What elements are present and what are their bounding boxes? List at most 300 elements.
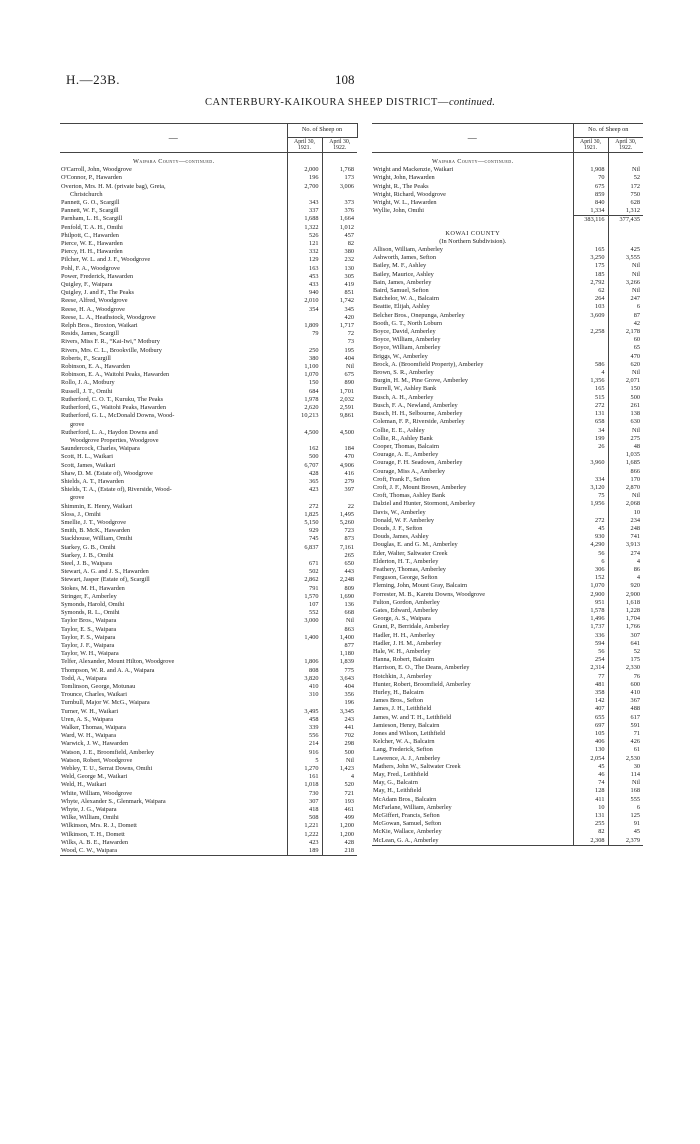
- owner-name: Bailey, M. F., Ashley: [373, 262, 427, 270]
- owner-name: O'Connor, P., Hawarden: [61, 174, 122, 182]
- sheep-1922: 630: [608, 418, 643, 426]
- sheep-1921: [287, 699, 322, 707]
- table-row: [60, 601, 357, 609]
- sheep-1922: 555: [608, 796, 643, 804]
- sheep-1922: 620: [608, 361, 643, 369]
- owner-name: Resids, James, Scargill: [61, 330, 119, 338]
- sheep-1921: 1,222: [287, 831, 322, 839]
- sheep-1921: 45: [573, 763, 608, 771]
- table-row: [372, 279, 643, 287]
- sheep-1922: 305: [322, 273, 357, 281]
- sheep-1921: 655: [573, 714, 608, 722]
- sheep-1921: 594: [573, 640, 608, 648]
- table-row: [372, 287, 643, 295]
- owner-name: May, Fred., Leithfield: [373, 771, 429, 779]
- sheep-1921: [573, 468, 608, 476]
- table-row: [60, 388, 357, 396]
- sheep-1922: 130: [322, 265, 357, 273]
- sheep-1921: 196: [287, 174, 322, 182]
- sheep-1921: 411: [573, 796, 608, 804]
- sheep-1922: 461: [322, 806, 357, 814]
- sheep-1922: 1,200: [322, 831, 357, 839]
- sheep-1921: 77: [573, 673, 608, 681]
- table-row: [372, 689, 643, 697]
- table-row: [372, 254, 643, 262]
- table-row: [372, 755, 643, 763]
- table-row: [372, 500, 643, 508]
- owner-name: McAdam Bros., Balcairn: [373, 795, 437, 803]
- sheep-1921: 1,070: [287, 371, 322, 379]
- name-col-header: —: [60, 124, 287, 153]
- sheep-1922: 138: [608, 410, 643, 418]
- table-row: [372, 640, 643, 648]
- sheep-1922: 170: [608, 476, 643, 484]
- sheep-1922: 48: [608, 443, 643, 451]
- sheep-1922: 52: [608, 648, 643, 656]
- table-row: [372, 369, 643, 377]
- table-row: [60, 790, 357, 798]
- sheep-1922: 1,495: [322, 511, 357, 519]
- right-table: [372, 123, 643, 846]
- table-row: [372, 312, 643, 320]
- table-row: [60, 560, 357, 568]
- table-row: [372, 468, 643, 476]
- table-row: [60, 535, 357, 543]
- sheep-1922: 4,906: [322, 462, 357, 470]
- sheep-1922: 2,870: [608, 484, 643, 492]
- owner-name: Jamieson, Henry, Balcairn: [373, 721, 440, 729]
- sheep-1922: 404: [322, 683, 357, 691]
- sheep-1921: 2,900: [573, 591, 608, 599]
- owner-name: McFarlane, William, Amberley: [373, 803, 452, 811]
- table-row: [372, 681, 643, 689]
- sheep-1922: 2,071: [608, 377, 643, 385]
- owner-name: Lawrence, A. J., Amberley: [373, 754, 441, 762]
- sheep-1922: 380: [322, 248, 357, 256]
- table-row: [60, 429, 357, 437]
- table-row: [372, 344, 643, 352]
- owner-name: Quigley, J. and F., The Peaks: [61, 289, 134, 297]
- sheep-1921: 552: [287, 609, 322, 617]
- sheep-1922: 1,423: [322, 765, 357, 773]
- table-row: [60, 544, 357, 552]
- sheep-1922: 500: [608, 394, 643, 402]
- sheep-1921: 407: [573, 705, 608, 713]
- owner-name: Wright and Mackenzie, Waikari: [373, 166, 454, 174]
- owner-name: Bain, James, Amberley: [373, 278, 432, 286]
- year2-header: April 30, 1922.: [608, 138, 643, 153]
- sheep-1921: [287, 314, 322, 322]
- sheep-1922: Nil: [608, 779, 643, 787]
- table-row: [372, 303, 643, 311]
- table-row: [60, 683, 357, 691]
- sheep-1921: 3,495: [287, 708, 322, 716]
- owner-name: Cooper, Thomas, Balcairn: [373, 442, 440, 450]
- sheep-1922: 9,861: [322, 412, 357, 420]
- owner-name: Hanna, Robert, Balcairn: [373, 656, 435, 664]
- sheep-1921: 6,707: [287, 462, 322, 470]
- sheep-1921: 2,308: [573, 837, 608, 846]
- owner-name: Jones and Wilson, Leithfield: [373, 730, 446, 738]
- sheep-1922: 470: [608, 353, 643, 361]
- sheep-1922: 136: [322, 601, 357, 609]
- title-main: CANTERBURY-KAIKOURA SHEEP DISTRICT—: [204, 97, 449, 108]
- owner-name: Ward, W. H., Waipara: [61, 732, 117, 740]
- sheep-1922: 3,266: [608, 279, 643, 287]
- owner-name: Davis, W., Amberley: [373, 508, 426, 516]
- owner-name: Rutherford, G., Waitohi Peaks, Hawarden: [61, 404, 166, 412]
- sheep-1921: 214: [287, 740, 322, 748]
- table-row: [60, 593, 357, 601]
- sheep-1922: [322, 494, 357, 502]
- owner-name: Pannett, G. O., Scargill: [61, 199, 120, 207]
- sheep-1922: 397: [322, 486, 357, 494]
- table-row: [60, 297, 357, 305]
- sheep-1922: 741: [608, 533, 643, 541]
- owner-name: Robinson, E. A., Hawarden: [61, 363, 131, 371]
- owner-name: Symonds, Harold, Omihi: [61, 600, 125, 608]
- table-row: [372, 656, 643, 664]
- sheep-1921: 410: [287, 683, 322, 691]
- table-row: [60, 421, 357, 429]
- table-row: [60, 330, 357, 338]
- sheep-1921: [287, 421, 322, 429]
- sheep-1921: 1,270: [287, 765, 322, 773]
- sheep-1922: 232: [322, 256, 357, 264]
- owner-name: Douglas, E. and G. M., Amberley: [373, 541, 458, 549]
- sheep-1922: 1,664: [322, 215, 357, 223]
- sheep-1921: 406: [573, 738, 608, 746]
- sheep-1922: 404: [322, 355, 357, 363]
- sheep-1921: 272: [287, 503, 322, 511]
- sheep-1922: 4: [608, 574, 643, 582]
- sheep-header: No. of Sheep on: [287, 124, 357, 138]
- sheep-1922: 488: [608, 705, 643, 713]
- sheep-1922: 45: [608, 828, 643, 836]
- sheep-1922: 425: [608, 246, 643, 254]
- sheep-1922: 274: [608, 550, 643, 558]
- owner-name: Roberts, F., Scargill: [61, 354, 111, 362]
- owner-name: Rivers, Mrs. C. L., Brookville, Motbury: [61, 346, 162, 354]
- sheep-1921: 165: [573, 385, 608, 393]
- table-row: [60, 740, 357, 748]
- sheep-1922: 298: [322, 740, 357, 748]
- page-number: 108: [335, 72, 355, 87]
- sheep-1921: 730: [287, 790, 322, 798]
- sheep-1921: 1,570: [287, 593, 322, 601]
- owner-name: Scott, H. L., Waikari: [61, 453, 114, 461]
- owner-name: Douds, James, Ashley: [373, 533, 429, 541]
- owner-name: Wilke, William, Omihi: [61, 814, 119, 822]
- owner-name: Eder, Walter, Saltwater Creek: [373, 549, 448, 557]
- owner-name: Power, Frederick, Hawarden: [61, 272, 134, 280]
- table-row: [372, 599, 643, 607]
- owner-name: Uren, A. S., Waipara: [61, 715, 114, 723]
- owner-name: Hunter, Robert, Broomfield, Amberley: [373, 680, 471, 688]
- sheep-1921: [287, 494, 322, 502]
- sheep-1922: 65: [608, 344, 643, 352]
- sheep-1922: 2,591: [322, 404, 357, 412]
- owner-name: Stokes, M. H., Hawarden: [61, 584, 125, 592]
- owner-name: Wilkinson, T. H., Domett: [61, 830, 125, 838]
- sheep-1922: 1,704: [608, 615, 643, 623]
- table-row: [60, 494, 357, 502]
- table-row: [372, 385, 643, 393]
- table-row: [60, 568, 357, 576]
- sheep-1921: [573, 344, 608, 352]
- sheep-1922: 22: [322, 503, 357, 511]
- owner-name: Sloss, J., Omihi: [61, 510, 101, 518]
- owner-name: Taylor, W. H., Waipara: [61, 650, 119, 658]
- sheep-1921: [573, 353, 608, 361]
- sheep-1921: 2,620: [287, 404, 322, 412]
- sheep-1921: 3,960: [573, 459, 608, 467]
- sheep-1921: 697: [573, 722, 608, 730]
- owner-name: Wright, R., The Peaks: [373, 182, 429, 190]
- table-row: [60, 773, 357, 781]
- owner-name: Reese, L. A., Heathstock, Woodgrove: [61, 313, 156, 321]
- sheep-1922: 2,248: [322, 576, 357, 584]
- owner-name: Stewart, A. G. and J. S., Hawarden: [61, 568, 149, 576]
- sheep-1921: 365: [287, 478, 322, 486]
- sheep-1921: [287, 437, 322, 445]
- table-row: [372, 166, 643, 174]
- sheep-1922: 4,500: [322, 429, 357, 437]
- sheep-1922: 750: [608, 191, 643, 199]
- sheep-1921: 1,978: [287, 396, 322, 404]
- owner-name: Overton, Mrs. H. M. (private bag), Greta,: [61, 182, 166, 190]
- sheep-1922: 172: [608, 183, 643, 191]
- table-row: [372, 443, 643, 451]
- sheep-1922: 851: [322, 289, 357, 297]
- owner-name: Reese, Alfred, Woodgrove: [61, 297, 128, 305]
- sheep-1921: 556: [287, 732, 322, 740]
- table-row: [60, 265, 357, 273]
- owner-name: Croft, J. F., Mount Brown, Amberley: [373, 483, 467, 491]
- table-row: [372, 320, 643, 328]
- sheep-1922: Nil: [322, 757, 357, 765]
- table-row: [372, 183, 643, 191]
- sheep-1921: 1,908: [573, 166, 608, 174]
- owner-name: Telfer, Alexander, Mount Hilton, Woodgrove: [61, 658, 175, 666]
- sheep-1921: 1,322: [287, 224, 322, 232]
- owner-name: Whyte, Alexander S., Glenmark, Waipara: [61, 797, 166, 805]
- table-row: [60, 831, 357, 839]
- table-row: [372, 582, 643, 590]
- owner-name: Croft, Frank F., Sefton: [373, 475, 430, 483]
- sheep-1922: 3,643: [322, 675, 357, 683]
- sheep-1921: 354: [287, 306, 322, 314]
- table-row: [60, 314, 357, 322]
- owner-name: Shields, T. A., (Estate of), Riverside, Wood-: [61, 486, 172, 494]
- sheep-1921: [287, 642, 322, 650]
- table-row: [372, 796, 643, 804]
- table-row: [60, 699, 357, 707]
- sheep-1922: 1,685: [608, 459, 643, 467]
- sheep-1922: 193: [322, 798, 357, 806]
- table-row: [372, 746, 643, 754]
- sheep-1922: 426: [608, 738, 643, 746]
- table-row: [60, 708, 357, 716]
- year2-header: April 30, 1922.: [322, 138, 357, 153]
- owner-name: Wilkinson, Mrs. R. J., Domett: [61, 822, 137, 830]
- sheep-1922: 443: [322, 568, 357, 576]
- sheep-1921: 45: [573, 525, 608, 533]
- owner-name: Brock, A. (Broomfield Property), Amberley: [373, 360, 484, 368]
- table-row: [372, 525, 643, 533]
- table-row: [60, 437, 357, 445]
- owner-name: Batchelor, W. A., Balcairn: [373, 295, 440, 303]
- sheep-1921: 46: [573, 771, 608, 779]
- sheep-1921: 3,609: [573, 312, 608, 320]
- sheep-1921: 940: [287, 289, 322, 297]
- sheep-1921: 162: [287, 445, 322, 453]
- sheep-1921: 5,150: [287, 519, 322, 527]
- owner-name: James, W. and T. H., Leithfield: [373, 713, 452, 721]
- table-row: [60, 667, 357, 675]
- owner-name: James Bros., Sefton: [373, 697, 424, 705]
- owner-name: Busch, F. A., Newland, Amberley: [373, 401, 458, 409]
- owner-name: Penfold, T. A. H., Omihi: [61, 223, 123, 231]
- owner-name: Bailey, Maurice, Ashley: [373, 270, 434, 278]
- table-row: [60, 658, 357, 666]
- table-row: [60, 207, 357, 215]
- table-row: [372, 336, 643, 344]
- owner-name: Feathery, Thomas, Amberley: [373, 565, 446, 573]
- sheep-1921: 1,806: [287, 658, 322, 666]
- owner-name: Courage, A. E., Amberley: [373, 451, 439, 459]
- sheep-1922: 367: [608, 697, 643, 705]
- table-row: [60, 691, 357, 699]
- sheep-1922: 2,900: [608, 591, 643, 599]
- sheep-1922: 600: [608, 681, 643, 689]
- sheep-1922: 30: [608, 763, 643, 771]
- owner-name: Symonds, R. L., Omihi: [61, 609, 120, 617]
- sheep-1922: 1,768: [322, 166, 357, 174]
- table-row: [60, 306, 357, 314]
- owner-name: Saundercock, Charles, Waipara: [61, 445, 140, 453]
- sheep-1922: 520: [322, 781, 357, 789]
- owner-name: Dalziel and Hunter, Stormont, Amberley: [373, 500, 476, 508]
- sheep-1922: 420: [322, 314, 357, 322]
- owner-name: Brown, S. R., Amberley: [373, 369, 434, 377]
- table-row: [372, 607, 643, 615]
- owner-name: Boyce, William, Amberley: [373, 336, 441, 344]
- owner-name: Tomlinson, George, Motunau: [61, 683, 136, 690]
- sheep-1922: 500: [322, 749, 357, 757]
- owner-name: McKie, Wallace, Amberley: [373, 828, 442, 836]
- sheep-1921: 62: [573, 287, 608, 295]
- owner-name: Thompson, W. R. and A. A., Waipara: [61, 666, 155, 674]
- table-row: [60, 470, 357, 478]
- table-row: [372, 459, 643, 467]
- owner-name: Reese, H. A., Woodgrove: [61, 305, 125, 313]
- table-row: [60, 527, 357, 535]
- sheep-1922: 91: [608, 820, 643, 828]
- sheep-1922: 702: [322, 732, 357, 740]
- sheep-1921: 745: [287, 535, 322, 543]
- sheep-1921: 658: [573, 418, 608, 426]
- sheep-1921: 1,400: [287, 634, 322, 642]
- owner-name: Hale, W. H., Amberley: [373, 647, 431, 655]
- sheep-1921: [287, 338, 322, 346]
- table-row: [60, 478, 357, 486]
- sheep-1921: 56: [573, 550, 608, 558]
- table-row: [60, 289, 357, 297]
- sheep-1921: 586: [573, 361, 608, 369]
- title-suffix: continued.: [449, 97, 496, 108]
- table-row: [372, 779, 643, 787]
- sheep-1921: 671: [287, 560, 322, 568]
- table-row: [372, 787, 643, 795]
- sheep-1922: 52: [608, 174, 643, 182]
- sheep-1921: 121: [287, 240, 322, 248]
- sheep-1922: 265: [322, 552, 357, 560]
- owner-name: Rutherford, L. A., Haydon Downs and: [61, 428, 158, 436]
- owner-name: Burgin, H. M., Pine Grove, Amberley: [373, 377, 469, 385]
- owner-name: Wilks, A. B. E., Hawarden: [61, 838, 129, 846]
- sheep-1922: 920: [608, 582, 643, 590]
- section-heading: Waipara County—continued.: [133, 158, 215, 165]
- owner-name: Watson, J. E., Broomfield, Amberley: [61, 748, 155, 756]
- table-row: [60, 404, 357, 412]
- sheep-1921: 339: [287, 724, 322, 732]
- sheep-1921: [573, 451, 608, 459]
- sheep-1921: 10: [573, 804, 608, 812]
- table-row: [60, 765, 357, 773]
- sheep-1921: [287, 552, 322, 560]
- sheep-1921: 3,250: [573, 254, 608, 262]
- sheep-1921: 1,825: [287, 511, 322, 519]
- sheep-1921: 334: [573, 476, 608, 484]
- sheep-1921: 380: [287, 355, 322, 363]
- sheep-1922: 2,068: [608, 500, 643, 508]
- sheep-1921: [287, 191, 322, 199]
- sheep-1921: 526: [287, 232, 322, 240]
- table-row: [60, 642, 357, 650]
- owner-name: McGiffert, Francis, Sefton: [373, 812, 440, 820]
- sheep-1922: 2,379: [608, 837, 643, 846]
- owner-name: Collie, E. E., Ashley: [373, 426, 425, 434]
- owner-name: Allison, William, Amberley: [373, 246, 443, 254]
- owner-name: White, William, Woodgrove: [61, 789, 133, 797]
- sheep-1921: 1,070: [573, 582, 608, 590]
- owner-name: Smellie, J. T., Woodgrove: [61, 518, 127, 526]
- table-row: [60, 585, 357, 593]
- table-row: [60, 453, 357, 461]
- sheep-1922: 1,012: [322, 224, 357, 232]
- table-row: [372, 705, 643, 713]
- table-row: [60, 503, 357, 511]
- sheep-1922: 42: [608, 320, 643, 328]
- sheep-1922: 4: [608, 558, 643, 566]
- table-row: [372, 484, 643, 492]
- sheep-1922: 6: [608, 303, 643, 311]
- owner-name: Taylor Bros., Waipara: [61, 617, 117, 625]
- sheep-1921: 6: [573, 558, 608, 566]
- sheep-1921: 150: [287, 379, 322, 387]
- table-row: [60, 814, 357, 822]
- table-row: [372, 771, 643, 779]
- sheep-1921: 103: [573, 303, 608, 311]
- sheep-1922: 3,006: [322, 183, 357, 191]
- sheep-1922: Nil: [608, 287, 643, 295]
- table-row: [372, 820, 643, 828]
- owner-name: Kelcher, W. A., Balcairn: [373, 738, 435, 746]
- owner-name: Taylor, F. S., Waipara: [61, 633, 116, 641]
- table-row: [372, 812, 643, 820]
- table-row: [372, 191, 643, 199]
